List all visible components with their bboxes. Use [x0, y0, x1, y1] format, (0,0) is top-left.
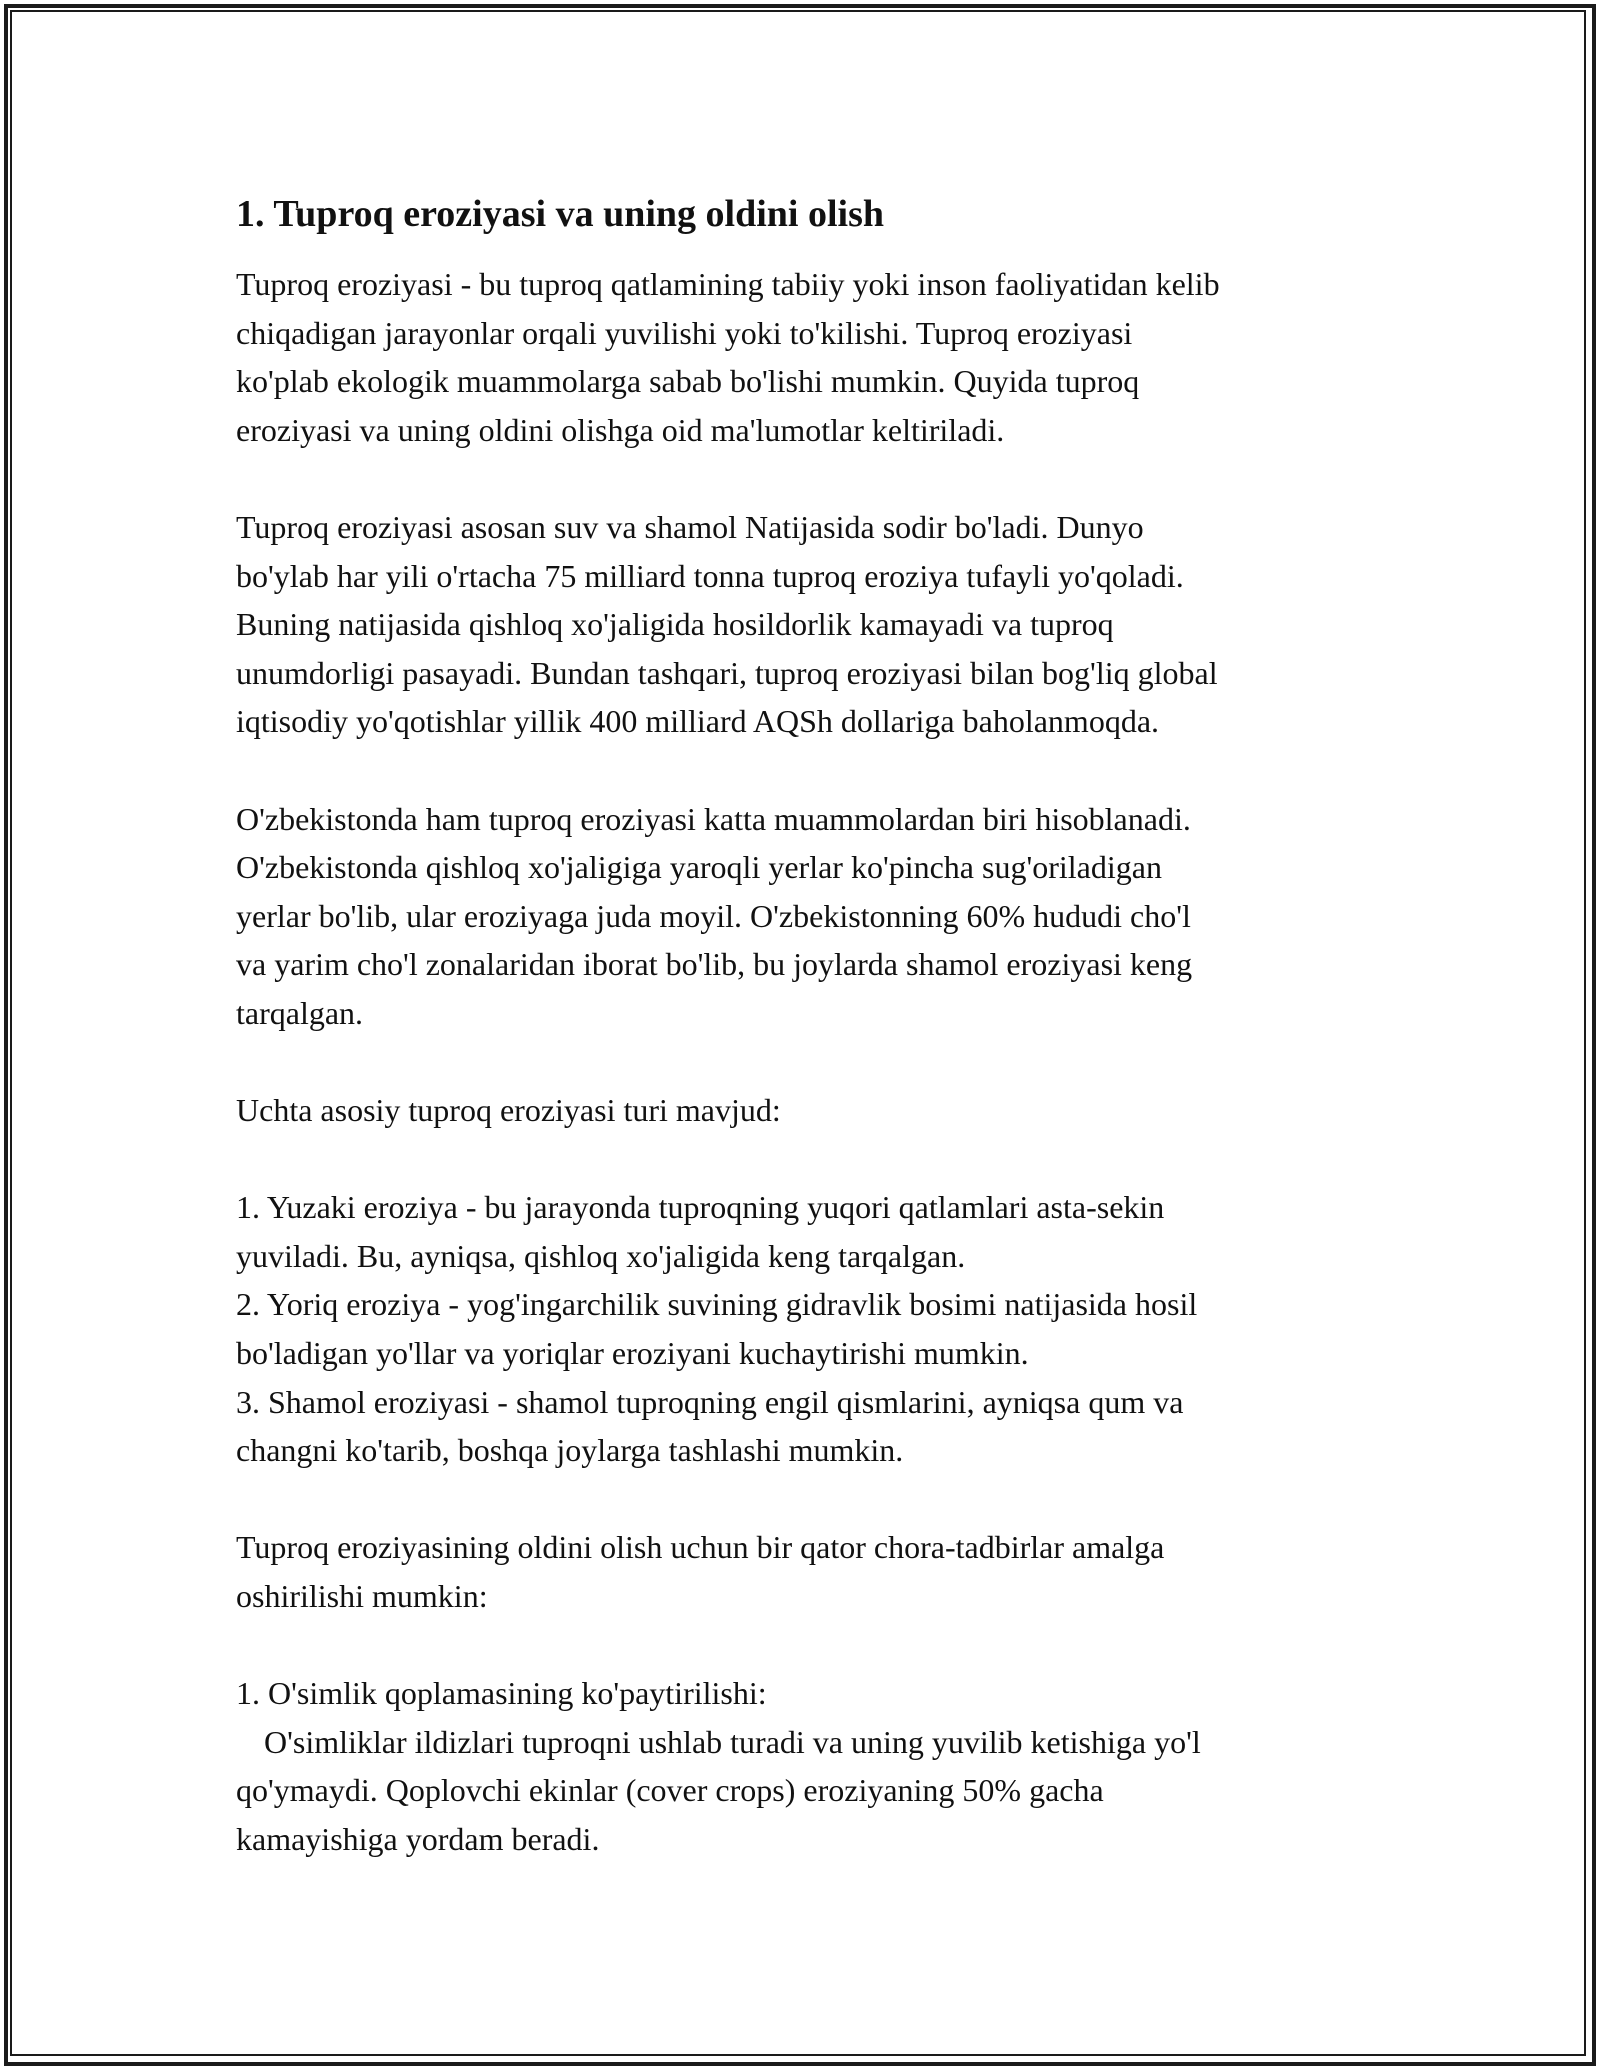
text-line: Uchta asosiy tuproq eroziyasi turi mavjud: — [236, 1092, 781, 1129]
document-title: 1. Tuproq eroziyasi va uning oldini olish — [236, 193, 885, 235]
list-item: 3. Shamol eroziyasi - shamol tuproqning engil qismlarini, ayniqsa qum va — [236, 1383, 1184, 1420]
paragraph-prevention-list — [236, 1669, 1396, 1863]
document-body — [236, 188, 1396, 1864]
paragraph-uzbekistan — [236, 795, 1396, 1038]
text-line: bo'ladigan yo'llar va yoriqlar eroziyani kuchaytirishi mumkin. — [236, 1335, 1029, 1372]
text-line: eroziyasi va uning oldini olishga oid ma'lumotlar keltiriladi. — [236, 411, 1005, 448]
text-line: O'zbekistonda ham tuproq eroziyasi katta muammolardan biri hisoblanadi. — [236, 800, 1191, 837]
text-line: chiqadigan jarayonlar orqali yuvilishi yoki to'kilishi. Tuproq eroziyasi — [236, 314, 1133, 351]
text-line: iqtisodiy yo'qotishlar yillik 400 milliard AQSh dollariga baholanmoqda. — [236, 703, 1160, 740]
paragraph-types-list — [236, 1183, 1396, 1475]
list-item: 1. Yuzaki eroziya - bu jarayonda tuproqning yuqori qatlamlari asta-sekin — [236, 1189, 1165, 1226]
paragraph-prevention-intro — [236, 1523, 1396, 1620]
text-line: qo'ymaydi. Qoplovchi ekinlar (cover crops) eroziyaning 50% gacha — [236, 1772, 1104, 1809]
paragraph-types-intro — [236, 1086, 1396, 1135]
text-line: O'zbekistonda qishloq xo'jaligiga yaroqli yerlar ko'pincha sug'oriladigan — [236, 849, 1162, 886]
text-line: Tuproq eroziyasi - bu tuproq qatlamining tabiiy yoki inson faoliyatidan kelib — [236, 266, 1220, 302]
text-line: oshirilishi mumkin: — [236, 1578, 488, 1615]
list-item: 1. O'simlik qoplamasining ko'paytirilishi: — [236, 1675, 767, 1712]
text-line: O'simliklar ildizlari tuproqni ushlab turadi va uning yuvilib ketishiga yo'l — [264, 1723, 1201, 1760]
paragraph-global-impact — [236, 503, 1396, 746]
text-line: changni ko'tarib, boshqa joylarga tashlashi mumkin. — [236, 1432, 904, 1469]
text-line: bo'ylab har yili o'rtacha 75 milliard tonna tuproq eroziya tufayli yo'qoladi. — [236, 557, 1184, 594]
text-line: yuviladi. Bu, ayniqsa, qishloq xo'jaligida keng tarqalgan. — [236, 1237, 966, 1274]
text-line: kamayishiga yordam beradi. — [236, 1821, 600, 1857]
paragraph-spacer — [236, 1475, 1396, 1524]
text-line: tarqalgan. — [236, 994, 364, 1031]
paragraph-spacer — [236, 746, 1396, 795]
paragraph-spacer — [236, 1038, 1396, 1087]
paragraph-intro — [236, 260, 1396, 454]
paragraph-spacer — [236, 454, 1396, 503]
text-line: ko'plab ekologik muammolarga sabab bo'lishi mumkin. Quyida tuproq — [236, 363, 1140, 400]
paragraph-spacer — [236, 1135, 1396, 1184]
text-line: Buning natijasida qishloq xo'jaligida hosildorlik kamayadi va tuproq — [236, 606, 1114, 643]
text-line: Tuproq eroziyasi asosan suv va shamol Natijasida sodir bo'ladi. Dunyo — [236, 508, 1144, 545]
text-line: yerlar bo'lib, ular eroziyaga juda moyil. O'zbekistonning 60% hududi cho'l — [236, 897, 1191, 934]
text-line: va yarim cho'l zonalaridan iborat bo'lib, bu joylarda shamol eroziyasi keng — [236, 946, 1193, 983]
list-item: 2. Yoriq eroziya - yog'ingarchilik suvining gidravlik bosimi natijasida hosil — [236, 1286, 1198, 1323]
text-line: Tuproq eroziyasining oldini olish uchun bir qator chora-tadbirlar amalga — [236, 1529, 1165, 1566]
paragraph-spacer — [236, 1621, 1396, 1670]
text-line: unumdorligi pasayadi. Bundan tashqari, tuproq eroziyasi bilan bog'liq global — [236, 654, 1218, 691]
